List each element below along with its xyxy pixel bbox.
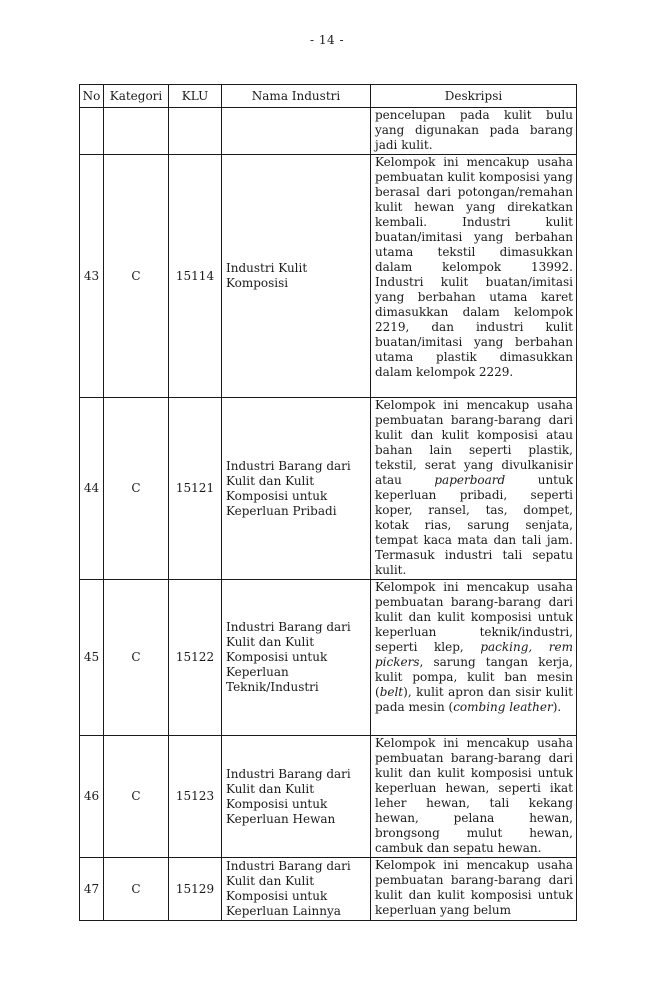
header-kategori: Kategori bbox=[104, 85, 169, 108]
cell-deskripsi bbox=[371, 155, 577, 398]
cell-nama-industri: Industri Barang dari Kulit dan Kulit Komposisi untuk Keperluan Pribadi bbox=[222, 398, 371, 580]
cell-deskripsi bbox=[371, 858, 577, 921]
cell-klu bbox=[169, 108, 222, 155]
deskripsi-segment: Kelompok ini mencakup usaha pembuatan barang-barang dari kulit dan kulit komposisi untuk keperluan yang belum bbox=[375, 858, 573, 917]
header-klu: KLU bbox=[169, 85, 222, 108]
deskripsi-segment: Kelompok ini mencakup usaha pembuatan barang-barang dari kulit dan kulit komposisi untuk keperluan hewan, seperti ikat leher hewan, tali kekang hewan, pelana hewan, brongsong mulut hewan, cambuk dan sepatu hewan. bbox=[375, 736, 573, 855]
header-no: No bbox=[80, 85, 104, 108]
deskripsi-segment: ). bbox=[552, 700, 562, 714]
cell-klu: 15114 bbox=[169, 155, 222, 398]
cell-kategori: C bbox=[104, 858, 169, 921]
cell-deskripsi bbox=[371, 108, 577, 155]
deskripsi-segment: Kelompok ini mencakup usaha pembuatan kulit komposisi yang berasal dari potongan/remahan kulit hewan yang direkatkan kembali. Industri kulit buatan/imitasi yang berbahan utama tekstil dimasukkan dalam kelompok 13992. Industri kulit buatan/imitasi yang berbahan utama karet dimasukkan dalam kelompok 2219, dan industri kulit buatan/imitasi yang berbahan utama plastik dimasukkan dalam kelompok 2229. bbox=[375, 155, 573, 379]
deskripsi-segment: untuk keperluan pribadi, seperti koper, ransel, tas, dompet, kotak rias, sarung senjata, tempat kaca mata dan tali jam. Termasuk industri tali sepatu kulit. bbox=[375, 473, 573, 577]
table-row bbox=[80, 108, 577, 155]
cell-no: 45 bbox=[80, 580, 104, 736]
cell-kategori: C bbox=[104, 736, 169, 858]
deskripsi-segment: Kelompok ini mencakup usaha pembuatan barang-barang dari kulit dan kulit komposisi untuk keperluan teknik/industri, seperti klep, bbox=[375, 580, 573, 654]
deskripsi-segment: pencelupan pada kulit bulu yang digunakan pada barang jadi kulit. bbox=[375, 108, 573, 152]
cell-kategori: C bbox=[104, 580, 169, 736]
page-number: - 14 - bbox=[309, 33, 344, 47]
cell-kategori: C bbox=[104, 398, 169, 580]
deskripsi-segment: , sarung tangan kerja, kulit pompa, kulit ban mesin ( bbox=[375, 655, 573, 699]
deskripsi-italic-segment: belt bbox=[379, 685, 404, 699]
cell-klu: 15129 bbox=[169, 858, 222, 921]
deskripsi-segment: ), kulit apron dan sisir kulit pada mesin ( bbox=[375, 685, 573, 714]
cell-no: 43 bbox=[80, 155, 104, 398]
deskripsi-italic-segment: combing leather bbox=[453, 700, 553, 714]
cell-nama-industri: Industri Barang dari Kulit dan Kulit Komposisi untuk Keperluan Lainnya bbox=[222, 858, 371, 921]
cell-no bbox=[80, 108, 104, 155]
cell-nama-industri: Industri Barang dari Kulit dan Kulit Komposisi untuk Keperluan Hewan bbox=[222, 736, 371, 858]
cell-deskripsi bbox=[371, 736, 577, 858]
deskripsi-italic-segment: paperboard bbox=[434, 473, 506, 487]
cell-no: 46 bbox=[80, 736, 104, 858]
klu-table bbox=[79, 84, 577, 921]
cell-klu: 15121 bbox=[169, 398, 222, 580]
cell-nama-industri: Industri Kulit Komposisi bbox=[222, 155, 371, 398]
cell-klu: 15123 bbox=[169, 736, 222, 858]
cell-deskripsi bbox=[371, 398, 577, 580]
table-row bbox=[80, 858, 577, 921]
deskripsi-italic-segment: packing, rem pickers bbox=[375, 640, 573, 669]
cell-no: 47 bbox=[80, 858, 104, 921]
cell-klu: 15122 bbox=[169, 580, 222, 736]
table-header-row bbox=[80, 85, 577, 108]
header-nama-industri: Nama Industri bbox=[222, 85, 371, 108]
cell-nama-industri bbox=[222, 108, 371, 155]
cell-kategori: C bbox=[104, 155, 169, 398]
deskripsi-segment: Kelompok ini mencakup usaha pembuatan barang-barang dari kulit dan kulit komposisi atau bahan lain seperti plastik, tekstil, serat yang divulkanisir atau bbox=[375, 398, 573, 487]
table-row bbox=[80, 398, 577, 580]
cell-nama-industri: Industri Barang dari Kulit dan Kulit Komposisi untuk Keperluan Teknik/Industri bbox=[222, 580, 371, 736]
cell-no: 44 bbox=[80, 398, 104, 580]
cell-deskripsi bbox=[371, 580, 577, 736]
cell-kategori bbox=[104, 108, 169, 155]
table-body bbox=[80, 108, 577, 921]
header-deskripsi: Deskripsi bbox=[371, 85, 577, 108]
table-row bbox=[80, 155, 577, 398]
table-row bbox=[80, 580, 577, 736]
table-row bbox=[80, 736, 577, 858]
